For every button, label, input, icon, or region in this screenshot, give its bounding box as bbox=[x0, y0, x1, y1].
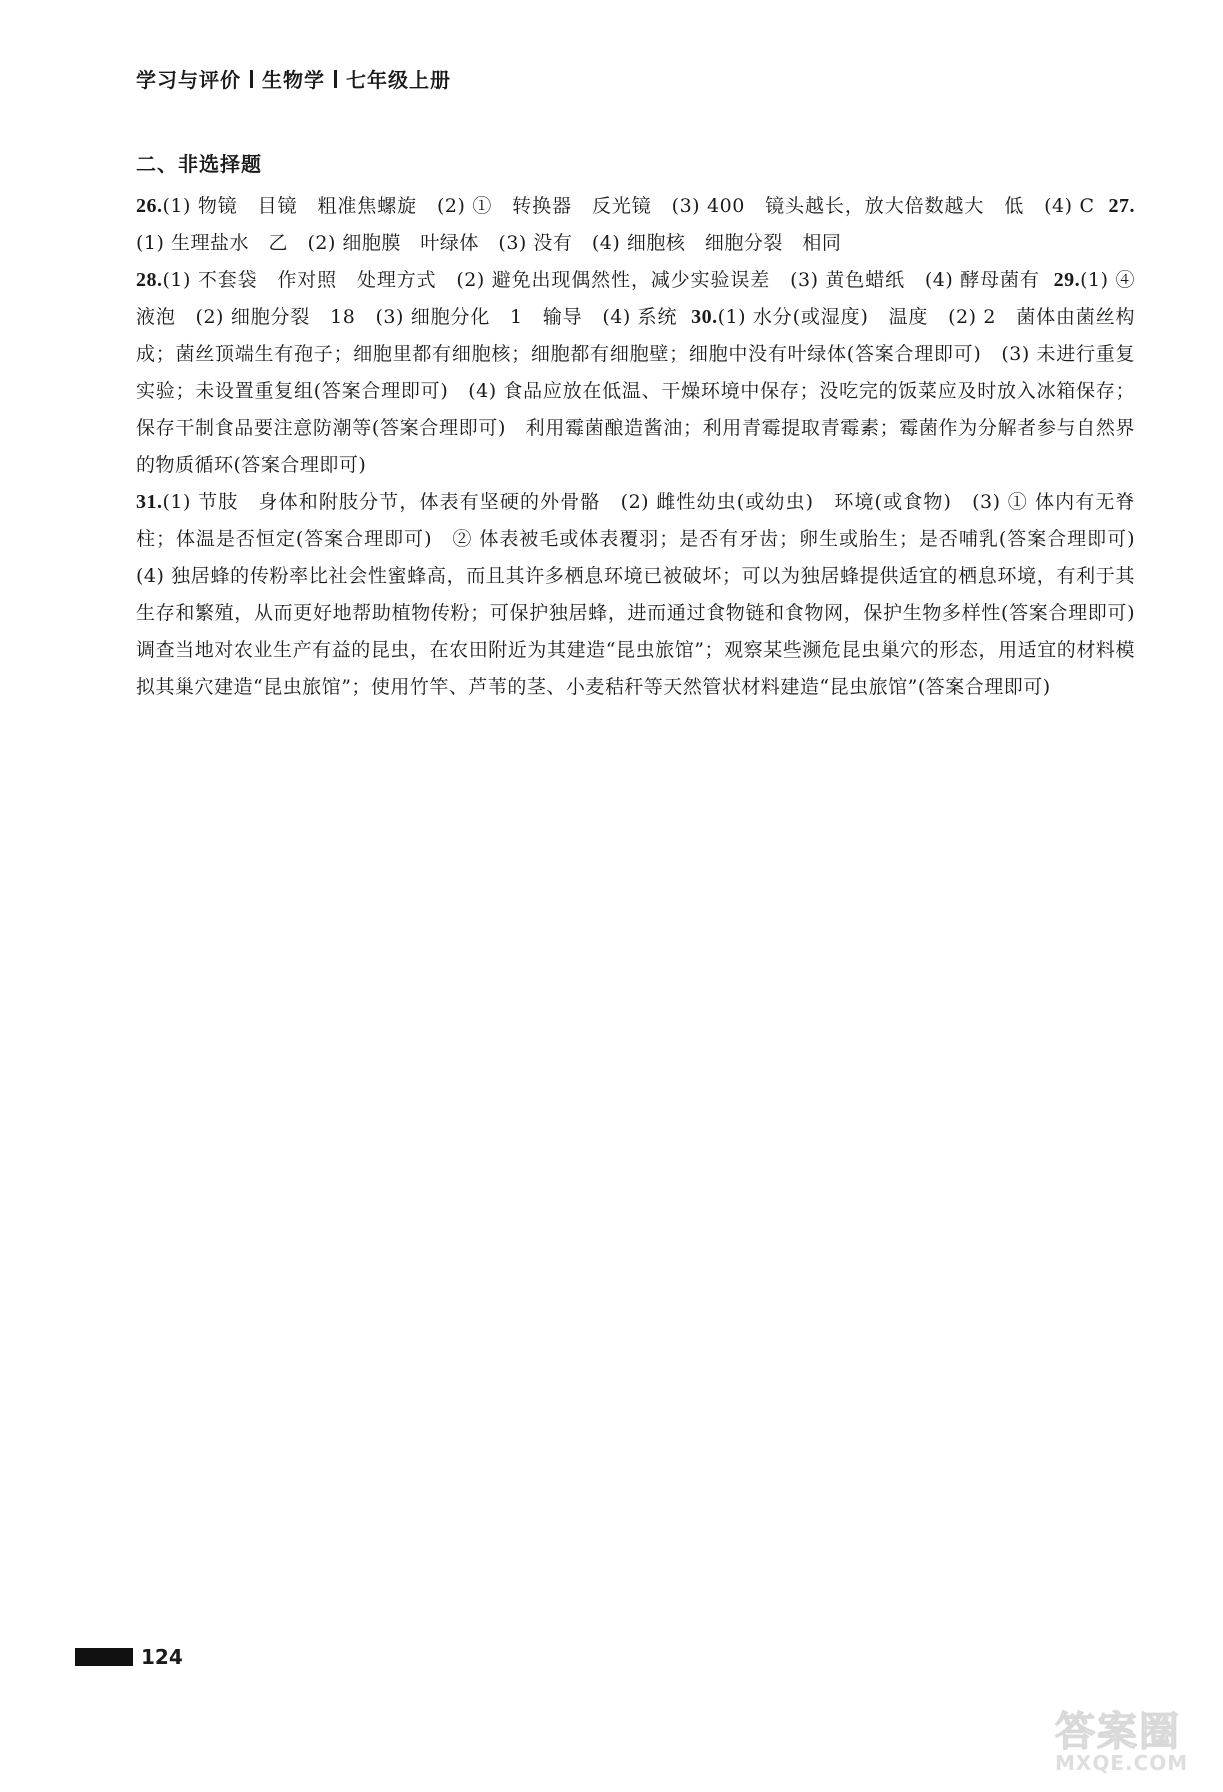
question-number: 28. bbox=[136, 269, 163, 291]
header-separator bbox=[334, 70, 337, 88]
section-title: 二、非选择题 bbox=[136, 152, 262, 176]
answer-content bbox=[136, 188, 1155, 706]
header-book-title: 学习与评价 bbox=[136, 68, 241, 92]
answer-text: (1) 物镜 目镜 粗准焦螺旋 (2) ① 转换器 反光镜 (3) 400 镜头越长，放大倍数越大 低 (4) C bbox=[162, 195, 1095, 217]
watermark-logo bbox=[1055, 1700, 1205, 1786]
watermark-site: MXQE.COM bbox=[1055, 1751, 1189, 1775]
answer-block-26-27 bbox=[136, 188, 1135, 262]
answer-block-28-30 bbox=[136, 262, 1155, 484]
header-grade: 七年级上册 bbox=[346, 68, 451, 92]
answer-block-31 bbox=[136, 484, 1155, 706]
footer-bar bbox=[75, 1648, 133, 1666]
header-separator bbox=[250, 70, 253, 88]
question-number: 29. bbox=[1053, 269, 1081, 291]
answer-text: (1) 不套袋 作对照 处理方式 (2) 避免出现偶然性，减少实验误差 (3) 黄色蜡纸 (4) 酵母菌有 bbox=[162, 269, 1040, 291]
page-footer bbox=[75, 1645, 183, 1669]
question-number: 30. bbox=[691, 306, 718, 328]
answer-text: (1) 水分(或湿度) 温度 (2) 2 菌体由菌丝构成；菌丝顶端生有孢子；细胞里都有细胞核；细胞都有细胞壁；细胞中没有叶绿体(答案合理即可) (3) 未进行重复实验；未设置重复组(答案合理即可) (4) 食品应放在低温、干燥环境中保存；没吃完的饭菜应及时放入冰箱保存；保存干制食品要注意防潮等(答案合理即可) 利用霉菌酿造酱油；利用青霉提取青霉素；霉菌作为分解者参与自然界的物质循环(答案合理即可) bbox=[136, 306, 1135, 476]
question-number: 26. bbox=[136, 195, 163, 217]
page-number: 124 bbox=[141, 1645, 183, 1669]
question-number: 27. bbox=[1108, 195, 1135, 217]
answer-text: (1) 生理盐水 乙 (2) 细胞膜 叶绿体 (3) 没有 (4) 细胞核 细胞分裂 相同 bbox=[136, 232, 842, 254]
answer-text: (1) 节肢 身体和附肢分节，体表有坚硬的外骨骼 (2) 雌性幼虫(或幼虫) 环境(或食物) (3) ① 体内有无脊柱；体温是否恒定(答案合理即可) ② 体表被毛或体表覆羽；是否有牙齿；卵生或胎生；是否哺乳(答案合理即可) (4) 独居蜂的传粉率比社会性蜜蜂高，而且其许多栖息环境已被破坏；可以为独居蜂提供适宜的栖息环境，有利于其生存和繁殖，从而更好地帮助植物传粉；可保护独居蜂，进而通过食物链和食物网，保护生物多样性(答案合理即可) 调查当地对农业生产有益的昆虫，在农田附近为其建造“昆虫旅馆”；观察某些濒危昆虫巢穴的形态，用适宜的材料模拟其巢穴建造“昆虫旅馆”；使用竹竿、芦苇的茎、小麦秸秆等天然管状材料建造“昆虫旅馆”(答案合理即可) bbox=[136, 491, 1155, 698]
question-number: 31. bbox=[136, 491, 163, 513]
running-header bbox=[136, 64, 451, 93]
header-subject: 生物学 bbox=[262, 68, 325, 92]
watermark-logo-text: 答案圈 bbox=[1055, 1709, 1181, 1755]
answer-text: (1) ④ 液泡 (2) 细胞分裂 18 (3) 细胞分化 1 输导 (4) 系统 bbox=[136, 269, 1155, 328]
